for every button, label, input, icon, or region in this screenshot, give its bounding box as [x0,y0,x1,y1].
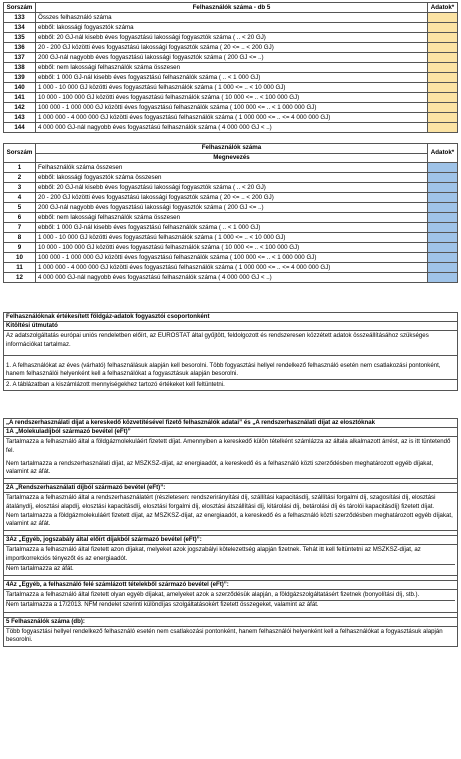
header-adatok: Adatok* [428,144,458,163]
header-adatok: Adatok* [428,3,458,13]
row-label: 100 000 - 1 000 000 GJ közötti éves fogyasztású felhasználók száma ( 100 000 <= .. < 1 000 000 GJ) [36,103,428,113]
table-row [4,273,458,283]
table-row [4,263,458,273]
row-number: 134 [4,23,36,33]
data-input-cell[interactable] [428,233,458,243]
row-label: 100 000 - 1 000 000 GJ közötti éves fogyasztású felhasználók száma ( 100 000 <= .. < 1 000 000 GJ) [36,253,428,263]
header-title: Felhasználók száma [36,144,428,154]
row-label: ebből: 1 000 GJ-nál kisebb éves fogyasztású felhasználók száma ( .. < 1 000 GJ) [36,73,428,83]
section-4a-p1: Tartalmazza a felhasználó által fizetett olyan egyéb díjakat, amelyeket azok a szerződésük alapján, a földgázszolgáltatásért fizetnek (bonyolítási díj, stb.). [6,591,420,599]
section-4a-label: 4Az „Egyéb, a felhasználó felé számlázott tételekből származó bevétel (eFt)”: [4,580,457,590]
data-input-cell[interactable] [428,203,458,213]
header-subtitle: Megnevezés [36,153,428,163]
table-row [4,13,458,23]
section-4a-p2: Nem tartalmazza a 17/2013. NFM rendelet szerinti különdíjas szolgáltatásokért fizetett összegeket, valamint az áfát. [6,600,455,609]
row-number: 4 [4,193,36,203]
data-input-cell[interactable] [428,253,458,263]
row-label: Felhasználók száma összesen [36,163,428,173]
data-input-cell[interactable] [428,113,458,123]
data-input-cell[interactable] [428,173,458,183]
data-input-cell[interactable] [428,33,458,43]
row-label: 20 - 200 GJ közötti éves fogyasztású lakossági fogyasztók száma ( 20 <= .. < 200 GJ) [36,193,428,203]
section-2a-p2: Nem tartalmazza a földgázmolekuláért fizetett díjat, az MSZKSZ-díjat, az energiaadót, a kereskedő és a felhasználó közti szerződésben meghatározott egyéb díjakat, valamint az áfát. [6,511,453,528]
table-row [4,233,458,243]
table-row [4,113,458,123]
row-label: 1 000 - 10 000 GJ közötti éves fogyasztású felhasználók száma ( 1 000 <= .. < 10 000 GJ) [36,83,428,93]
table-row [4,33,458,43]
consumer-count-table-2 [3,143,458,283]
row-label: 10 000 - 100 000 GJ közötti éves fogyasztású felhasználók száma ( 10 000 <= .. < 100 000 GJ) [36,243,428,253]
section-header: „A rendszerhasználati díjat a kereskedő közvetítésével fizető felhasználók adatai” és „A rendszerhasználati díjat az elosztóknak [4,419,457,428]
guide-title: Felhasználóknak értékesített földgáz-adatok fogyasztói csoportonként [4,313,457,322]
guide-subtitle: Kitöltési útmutató [4,322,457,331]
data-input-cell[interactable] [428,83,458,93]
row-label: ebből: 20 GJ-nál kisebb éves fogyasztású lakossági fogyasztók száma ( .. < 20 GJ) [36,33,428,43]
row-label: ebből: nem lakossági felhasználók száma összesen [36,63,428,73]
table-row [4,103,458,113]
data-input-cell[interactable] [428,53,458,63]
row-number: 138 [4,63,36,73]
section-1a-p1: Tartalmazza a felhasználó által a földgázmolekuláért fizetett díjat. Amennyiben a kereskedő külön tételként számlázza az általa alkalmazott árrést, az is itt tüntetendő fel. [6,438,451,454]
guide-sections-box [3,418,458,647]
row-label: ebből: lakossági fogyasztók száma összesen [36,173,428,183]
row-label: ebből: nem lakossági felhasználók száma összesen [36,213,428,223]
section-3a-body [4,545,457,576]
row-number: 10 [4,253,36,263]
data-input-cell[interactable] [428,273,458,283]
data-input-cell[interactable] [428,43,458,53]
consumer-count-table-1 [3,2,458,133]
row-number: 141 [4,93,36,103]
section-4a-body [4,590,457,612]
section-3a-p1: Tartalmazza a felhasználó által fizetett azon díjakat, melyeket azok jogszabályi kötelezettség alapján fizetnek. Tehát itt kell feltüntetni az MSZKSZ-díjat, az importkorrekciós tényezőt és az energiaadót. [6,546,421,562]
data-input-cell[interactable] [428,213,458,223]
section-1a-p2: Nem tartalmazza a rendszerhasználati díjat, az MSZKSZ-díjat, az energiaadót, a kereskedő és a felhasználó közti szerződésben meghatározott egyéb díjakat, valamint az áfát. [6,459,434,476]
section-5-label: 5 Felhasználók száma (db): [4,617,457,627]
row-label: ebből: 1 000 GJ-nál kisebb éves fogyasztású felhasználók száma ( .. < 1 000 GJ) [36,223,428,233]
row-label: 1 000 - 10 000 GJ közötti éves fogyasztású felhasználók száma ( 1 000 <= .. < 10 000 GJ) [36,233,428,243]
section-2a-body [4,493,457,531]
row-number: 2 [4,173,36,183]
table-row [4,83,458,93]
section-2a-p1: Tartalmazza a felhasználó által a rendszerhasználatért (részletesen: rendszerirányítási díj, szállítási kapacitásdíj, szállítási forgalmi díj, szagosítási díj, elosztási átalánydíj, elosztási alapdíj, elosztási kapacitásdíj, elosztási forgalmi díj, elosztási átszállítási díj, kitárolási díj, betárolási díj és tárolói kapacitásdíj) fizetett díjat. [6,494,436,510]
row-label: 1 000 000 - 4 000 000 GJ közötti éves fogyasztású felhasználók száma ( 1 000 000 <= .. <= 4 000 000 GJ) [36,113,428,123]
table-row [4,253,458,263]
data-input-cell[interactable] [428,263,458,273]
row-label: 4 000 000 GJ-nál nagyobb éves fogyasztású felhasználók száma ( 4 000 000 GJ < ..) [36,123,428,133]
row-number: 139 [4,73,36,83]
row-label: 4 000 000 GJ-nál nagyobb éves fogyasztású felhasználók száma ( 4 000 000 GJ < ..) [36,273,428,283]
table-row [4,183,458,193]
header-sorszam: Sorszám [4,3,36,13]
row-number: 6 [4,213,36,223]
row-number: 144 [4,123,36,133]
row-number: 3 [4,183,36,193]
section-5-body [4,627,457,646]
table-row [4,73,458,83]
table-row [4,43,458,53]
row-number: 9 [4,243,36,253]
row-number: 140 [4,83,36,93]
table-row [4,173,458,183]
table-row [4,53,458,63]
row-number: 136 [4,43,36,53]
row-number: 133 [4,13,36,23]
row-number: 8 [4,233,36,243]
guide-point-1: 1. A felhasználókat az éves (várható) felhasználásuk alapján kell besorolni. Több fogyasztási hellyel rendelkező felhasználó esetén nem csatlakozási pontonként, hanem felhasználói helyenként kell a felhasználókat a fogyasztásuk alapján besorolni. [6,361,441,378]
row-label: 20 - 200 GJ közötti éves fogyasztású lakossági fogyasztók száma ( 20 <= .. < 200 GJ) [36,43,428,53]
row-number: 12 [4,273,36,283]
row-number: 142 [4,103,36,113]
data-input-cell[interactable] [428,13,458,23]
section-1a-label: 1A „Molekuladíjból származó bevétel (eFt)” [4,428,457,437]
header-sorszam: Sorszám [4,144,36,163]
guide-intro: Az adatszolgáltatás európai uniós rendeletben előírt, az EUROSTAT által gyűjtött, feldolgozott és rendszeresen közzétett adatok összeállításához szükséges információkat tartalmaz. [4,331,457,355]
section-5-p1: Több fogyasztási hellyel rendelkező felhasználó esetén nem csatlakozási pontonként, hanem felhasználói helyenként kell a felhasználókat a fogyasztásuk alapján besorolni. [6,627,443,644]
data-input-cell[interactable] [428,163,458,173]
data-input-cell[interactable] [428,183,458,193]
row-label: ebből: lakossági fogyasztók száma [36,23,428,33]
table-row [4,213,458,223]
header-title: Felhasználók száma - db 5 [36,3,428,13]
data-input-cell[interactable] [428,73,458,83]
data-input-cell[interactable] [428,93,458,103]
data-input-cell[interactable] [428,223,458,233]
table-row [4,243,458,253]
row-label: 10 000 - 100 000 GJ közötti éves fogyasztású felhasználók száma ( 10 000 <= .. < 100 000 GJ) [36,93,428,103]
guide-point-2: 2. A táblázatban a kiszámlázott mennyiségekhez tartozó értékeket kell feltüntetni. [4,379,457,390]
data-input-cell[interactable] [428,193,458,203]
row-label: ebből: 20 GJ-nál kisebb éves fogyasztású lakossági fogyasztók száma ( .. < 20 GJ) [36,183,428,193]
data-input-cell[interactable] [428,103,458,113]
row-number: 143 [4,113,36,123]
data-input-cell[interactable] [428,23,458,33]
row-label: 200 GJ-nál nagyobb éves fogyasztású lakossági fogyasztók száma ( 200 GJ <= ..) [36,53,428,63]
data-input-cell[interactable] [428,63,458,73]
table-row [4,63,458,73]
row-number: 7 [4,223,36,233]
row-label: 1 000 000 - 4 000 000 GJ közötti éves fogyasztású felhasználók száma ( 1 000 000 <= .. <= 4 000 000 GJ) [36,263,428,273]
section-3a-p2: Nem tartalmazza az áfát. [6,564,455,573]
data-input-cell[interactable] [428,243,458,253]
table-row [4,223,458,233]
data-input-cell[interactable] [428,123,458,133]
row-number: 137 [4,53,36,63]
row-number: 11 [4,263,36,273]
guide-intro-box [3,312,458,391]
table-row [4,23,458,33]
section-2a-label: 2A „Rendszerhasználati díjból származó bevétel (eFt)”: [4,483,457,493]
section-1a-body [4,437,457,479]
row-label: 200 GJ-nál nagyobb éves fogyasztású lakossági fogyasztók száma ( 200 GJ <= ..) [36,203,428,213]
section-3a-label: 3Az „Egyéb, jogszabály által előírt díjakból származó bevétel (eFt)”: [4,535,457,545]
table-row [4,93,458,103]
table-row [4,163,458,173]
row-label: Összes felhasználó száma [36,13,428,23]
table-row [4,123,458,133]
row-number: 1 [4,163,36,173]
row-number: 135 [4,33,36,43]
table-row [4,193,458,203]
row-number: 5 [4,203,36,213]
table-row [4,203,458,213]
